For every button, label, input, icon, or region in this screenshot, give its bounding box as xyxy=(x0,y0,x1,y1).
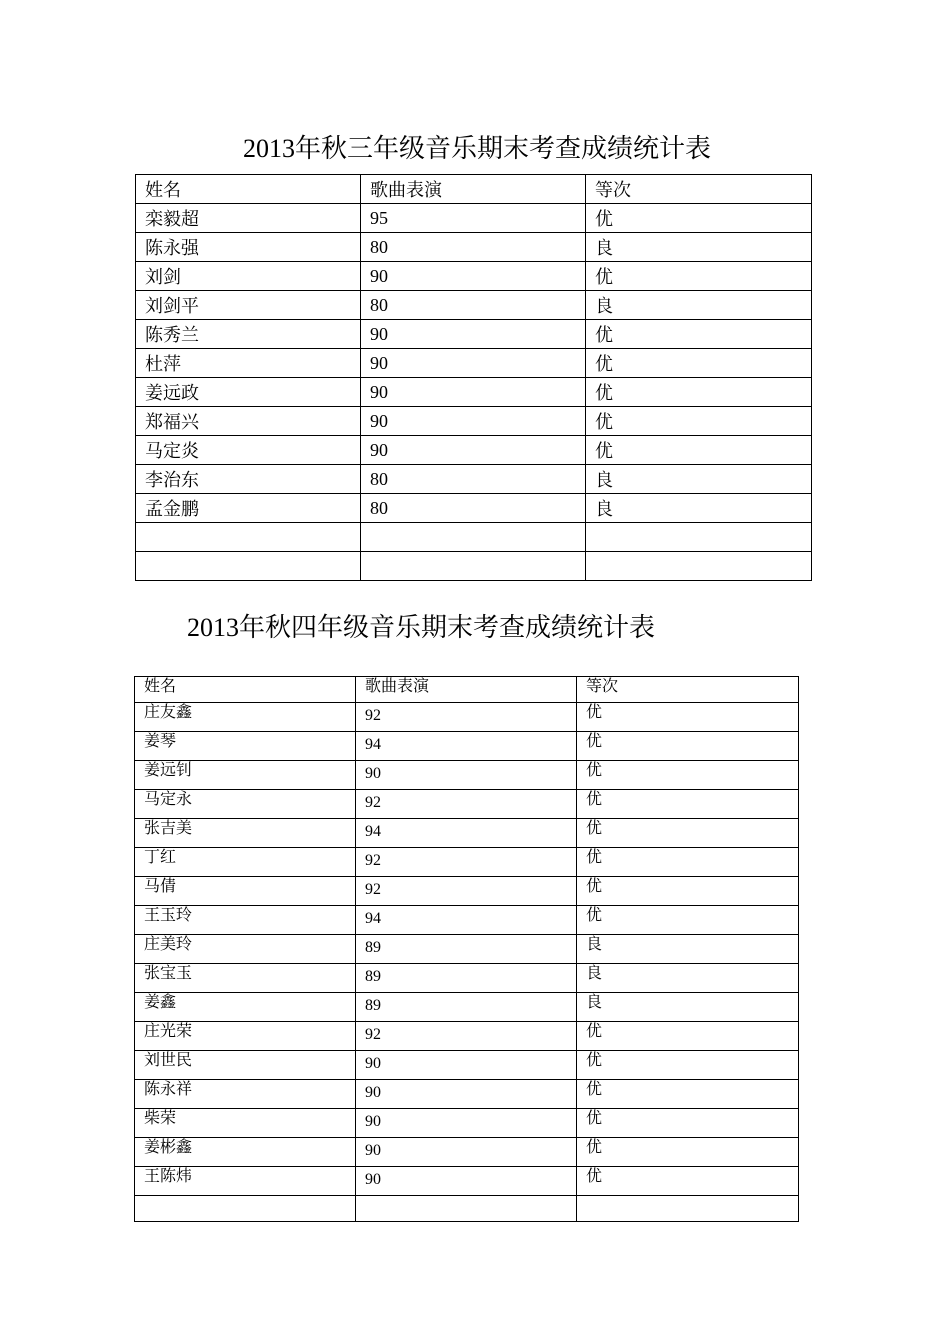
cell-score: 92 xyxy=(356,703,577,732)
cell-student-name: 陈永祥 xyxy=(135,1080,356,1109)
cell-student-name: 姜鑫 xyxy=(135,993,356,1022)
cell-score: 90 xyxy=(361,436,586,465)
cell-score: 90 xyxy=(356,761,577,790)
table-header-row xyxy=(135,677,799,703)
table-row xyxy=(136,291,812,320)
cell-student-name: 姜彬鑫 xyxy=(135,1138,356,1167)
cell-score: 90 xyxy=(361,349,586,378)
cell-grade: 优 xyxy=(586,349,812,378)
table-row xyxy=(135,732,799,761)
table-row xyxy=(135,1051,799,1080)
table-2-title: 2013年秋四年级音乐期末考查成绩统计表 xyxy=(187,613,656,642)
cell-score: 90 xyxy=(356,1167,577,1196)
cell-student-name: 张宝玉 xyxy=(135,964,356,993)
cell-student-name: 刘剑平 xyxy=(136,291,361,320)
cell-grade: 优 xyxy=(577,906,799,935)
table-row xyxy=(135,1109,799,1138)
empty-cell xyxy=(361,523,586,552)
table-row xyxy=(135,819,799,848)
cell-score: 89 xyxy=(356,935,577,964)
empty-cell xyxy=(361,552,586,581)
cell-grade: 优 xyxy=(577,1051,799,1080)
cell-score: 80 xyxy=(361,494,586,523)
cell-student-name: 庄美玲 xyxy=(135,935,356,964)
table-row xyxy=(136,436,812,465)
cell-score: 94 xyxy=(356,819,577,848)
table-row xyxy=(135,964,799,993)
cell-student-name: 栾毅超 xyxy=(136,204,361,233)
cell-score: 89 xyxy=(356,964,577,993)
cell-score: 92 xyxy=(356,877,577,906)
cell-grade: 优 xyxy=(577,1080,799,1109)
cell-grade: 优 xyxy=(586,320,812,349)
table-row xyxy=(135,790,799,819)
cell-grade: 优 xyxy=(577,848,799,877)
cell-score: 90 xyxy=(356,1080,577,1109)
cell-score: 92 xyxy=(356,1022,577,1051)
grade-3-score-table xyxy=(135,174,812,581)
empty-cell xyxy=(577,1196,799,1222)
cell-student-name: 陈秀兰 xyxy=(136,320,361,349)
cell-score: 89 xyxy=(356,993,577,1022)
cell-grade: 优 xyxy=(577,1022,799,1051)
cell-student-name: 马倩 xyxy=(135,877,356,906)
cell-student-name: 姜琴 xyxy=(135,732,356,761)
cell-grade: 优 xyxy=(577,790,799,819)
header-grade: 等次 xyxy=(586,175,812,204)
empty-table-row xyxy=(135,1196,799,1222)
table-row xyxy=(136,262,812,291)
cell-grade: 优 xyxy=(577,1138,799,1167)
cell-student-name: 郑福兴 xyxy=(136,407,361,436)
cell-score: 92 xyxy=(356,848,577,877)
cell-score: 80 xyxy=(361,465,586,494)
cell-grade: 优 xyxy=(586,204,812,233)
table-row xyxy=(136,378,812,407)
cell-student-name: 庄光荣 xyxy=(135,1022,356,1051)
cell-grade: 良 xyxy=(586,233,812,262)
empty-cell xyxy=(135,1196,356,1222)
cell-score: 80 xyxy=(361,291,586,320)
cell-grade: 优 xyxy=(586,407,812,436)
cell-student-name: 姜远政 xyxy=(136,378,361,407)
table-row xyxy=(136,407,812,436)
table-row xyxy=(136,494,812,523)
cell-score: 90 xyxy=(356,1051,577,1080)
table-row xyxy=(135,1138,799,1167)
grade-4-score-table xyxy=(134,676,799,1222)
cell-student-name: 陈永强 xyxy=(136,233,361,262)
cell-score: 90 xyxy=(361,407,586,436)
cell-grade: 优 xyxy=(577,877,799,906)
cell-score: 90 xyxy=(356,1109,577,1138)
cell-grade: 良 xyxy=(586,465,812,494)
empty-table-row xyxy=(136,523,812,552)
cell-grade: 优 xyxy=(577,732,799,761)
cell-grade: 良 xyxy=(577,993,799,1022)
cell-score: 94 xyxy=(356,732,577,761)
cell-student-name: 刘剑 xyxy=(136,262,361,291)
table-row xyxy=(135,848,799,877)
header-grade: 等次 xyxy=(577,677,799,703)
table-1-title: 2013年秋三年级音乐期末考查成绩统计表 xyxy=(243,134,712,163)
cell-grade: 良 xyxy=(577,935,799,964)
empty-cell xyxy=(136,552,361,581)
cell-student-name: 马定炎 xyxy=(136,436,361,465)
table-row xyxy=(135,877,799,906)
header-name: 姓名 xyxy=(135,677,356,703)
table-row xyxy=(135,1022,799,1051)
table-row xyxy=(136,204,812,233)
cell-grade: 良 xyxy=(577,964,799,993)
cell-score: 94 xyxy=(356,906,577,935)
cell-score: 95 xyxy=(361,204,586,233)
header-song-performance: 歌曲表演 xyxy=(361,175,586,204)
cell-grade: 优 xyxy=(577,761,799,790)
cell-score: 80 xyxy=(361,233,586,262)
cell-grade: 优 xyxy=(577,1167,799,1196)
cell-student-name: 丁红 xyxy=(135,848,356,877)
table-row xyxy=(135,993,799,1022)
cell-student-name: 孟金鹏 xyxy=(136,494,361,523)
cell-score: 90 xyxy=(361,262,586,291)
cell-student-name: 李治东 xyxy=(136,465,361,494)
cell-student-name: 刘世民 xyxy=(135,1051,356,1080)
cell-student-name: 王玉玲 xyxy=(135,906,356,935)
table-row xyxy=(135,1080,799,1109)
cell-grade: 优 xyxy=(577,1109,799,1138)
cell-student-name: 庄友鑫 xyxy=(135,703,356,732)
cell-grade: 优 xyxy=(586,436,812,465)
table-row xyxy=(135,935,799,964)
cell-grade: 优 xyxy=(577,703,799,732)
table-header-row xyxy=(136,175,812,204)
empty-cell xyxy=(586,523,812,552)
cell-score: 90 xyxy=(361,320,586,349)
table-row xyxy=(136,349,812,378)
empty-table-row xyxy=(136,552,812,581)
empty-cell xyxy=(356,1196,577,1222)
header-name: 姓名 xyxy=(136,175,361,204)
table-row xyxy=(136,465,812,494)
cell-score: 92 xyxy=(356,790,577,819)
cell-score: 90 xyxy=(361,378,586,407)
table-row xyxy=(136,233,812,262)
cell-student-name: 王陈炜 xyxy=(135,1167,356,1196)
table-row xyxy=(135,703,799,732)
cell-grade: 优 xyxy=(586,262,812,291)
cell-student-name: 杜萍 xyxy=(136,349,361,378)
cell-student-name: 马定永 xyxy=(135,790,356,819)
cell-grade: 良 xyxy=(586,291,812,320)
cell-grade: 优 xyxy=(586,378,812,407)
table-row xyxy=(136,320,812,349)
cell-student-name: 张吉美 xyxy=(135,819,356,848)
header-song-performance: 歌曲表演 xyxy=(356,677,577,703)
table-row xyxy=(135,761,799,790)
table-row xyxy=(135,906,799,935)
cell-student-name: 姜远钊 xyxy=(135,761,356,790)
empty-cell xyxy=(136,523,361,552)
table-row xyxy=(135,1167,799,1196)
cell-grade: 优 xyxy=(577,819,799,848)
cell-student-name: 柴荣 xyxy=(135,1109,356,1138)
cell-grade: 良 xyxy=(586,494,812,523)
empty-cell xyxy=(586,552,812,581)
cell-score: 90 xyxy=(356,1138,577,1167)
